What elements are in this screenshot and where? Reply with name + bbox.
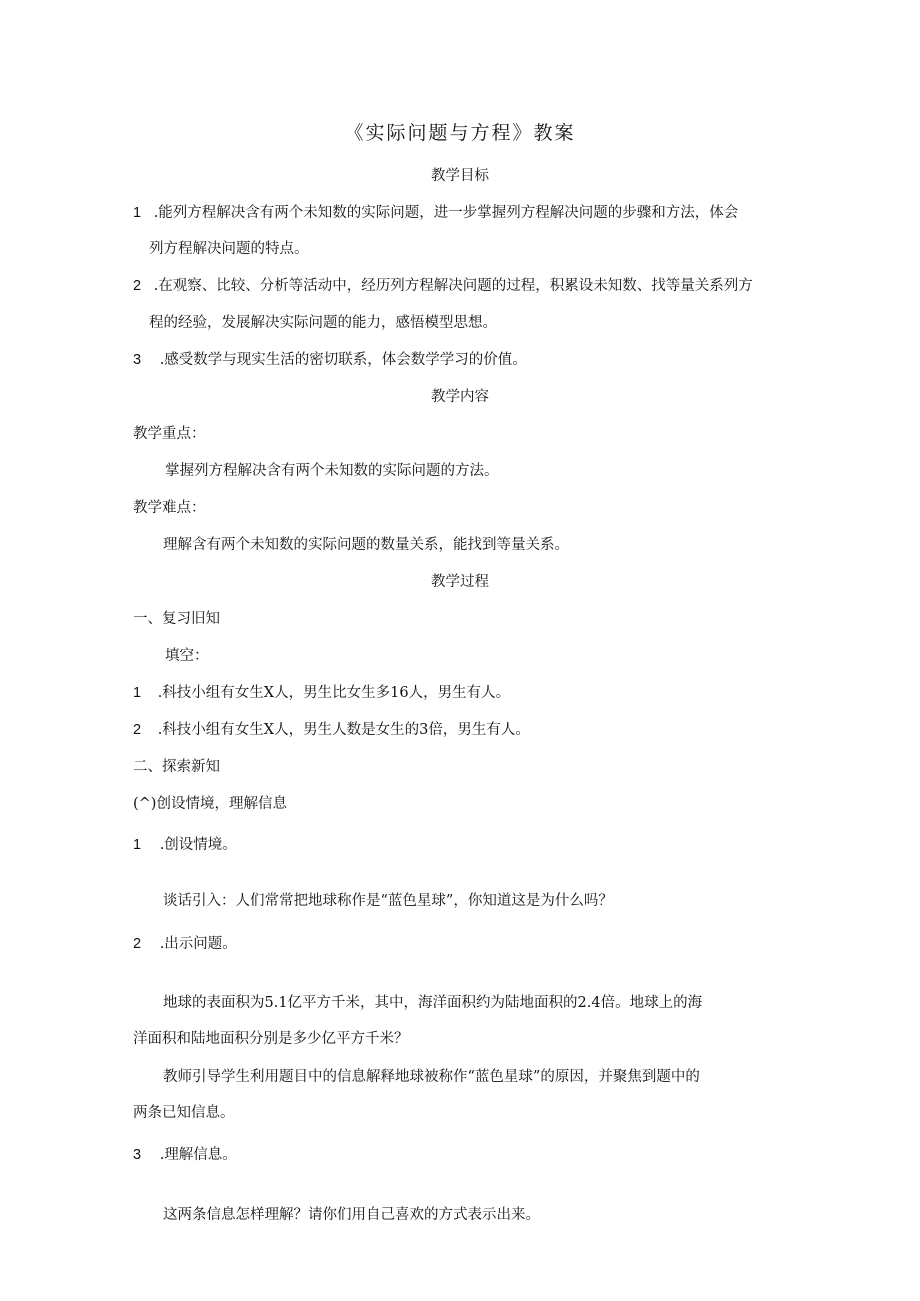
step-text: .出示问题。 (159, 936, 237, 952)
section-heading-goals: 教学目标 (431, 168, 489, 184)
goal-text: .在观察、比较、分析等活动中，经历列方程解决问题的过程，积累设未知数、找等量关系列方 (153, 278, 753, 294)
page-title: 《实际问题与方程》教案 (344, 122, 576, 144)
goal-item-3 (133, 351, 527, 369)
section-heading-process: 教学过程 (431, 574, 489, 590)
problem-line-2: 洋面积和陆地面积分别是多少亿平方千米？ (133, 1031, 409, 1047)
talk-intro: 谈话引入：人们常常把地球称作是“蓝色星球”，你知道这是为什么吗？ (163, 893, 613, 909)
review-item-2 (133, 721, 530, 739)
review-number: 1 (133, 685, 142, 701)
review-text: .科技小组有女生X人，男生人数是女生的3倍，男生有人。 (157, 722, 530, 738)
explore-subheading: (^)创设情境，理解信息 (133, 796, 287, 812)
goal-number: 3 (133, 352, 142, 368)
key-point-text: 掌握列方程解决含有两个未知数的实际问题的方法。 (165, 463, 499, 479)
goal-number: 2 (133, 278, 142, 294)
explore-step-2 (133, 935, 237, 953)
goal-item-2 (133, 277, 753, 295)
goal-item-1 (133, 204, 738, 222)
step-number: 2 (133, 936, 142, 952)
explore-step-3 (133, 1146, 237, 1164)
review-text: .科技小组有女生X人，男生比女生多16人，男生有人。 (157, 685, 511, 701)
goal-text: .能列方程解决含有两个未知数的实际问题，进一步掌握列方程解决问题的步骤和方法，体会 (153, 205, 739, 221)
fill-label: 填空： (165, 648, 209, 664)
step-text: .理解信息。 (159, 1147, 237, 1163)
section-heading-content: 教学内容 (431, 389, 489, 405)
explore-heading: 二、探索新知 (133, 759, 220, 775)
problem-line-1: 地球的表面积为5.1亿平方千米，其中，海洋面积约为陆地面积的2.4倍。地球上的海 (163, 995, 703, 1011)
guide-line-2: 两条已知信息。 (133, 1105, 235, 1121)
review-number: 2 (133, 722, 142, 738)
step-number: 1 (133, 837, 142, 853)
goal-item-1-cont: 列方程解决问题的特点。 (149, 241, 309, 257)
goal-item-2-cont: 程的经验，发展解决实际问题的能力，感悟模型思想。 (149, 315, 497, 331)
goal-number: 1 (133, 205, 142, 221)
step-number: 3 (133, 1147, 142, 1163)
goal-text: .感受数学与现实生活的密切联系，体会数学学习的价值。 (159, 352, 527, 368)
difficulty-label: 教学难点： (133, 500, 206, 516)
explore-step-1 (133, 836, 237, 854)
key-point-label: 教学重点： (133, 426, 206, 442)
guide-line-1: 教师引导学生利用题目中的信息解释地球被称作“蓝色星球”的原因，并聚焦到题中的 (163, 1069, 700, 1085)
understand-question: 这两条信息怎样理解？请你们用自己喜欢的方式表示出来。 (163, 1207, 540, 1223)
review-heading: 一、复习旧知 (133, 611, 220, 627)
review-item-1 (133, 684, 510, 702)
difficulty-text: 理解含有两个未知数的实际问题的数量关系，能找到等量关系。 (163, 537, 569, 553)
step-text: .创设情境。 (159, 837, 237, 853)
